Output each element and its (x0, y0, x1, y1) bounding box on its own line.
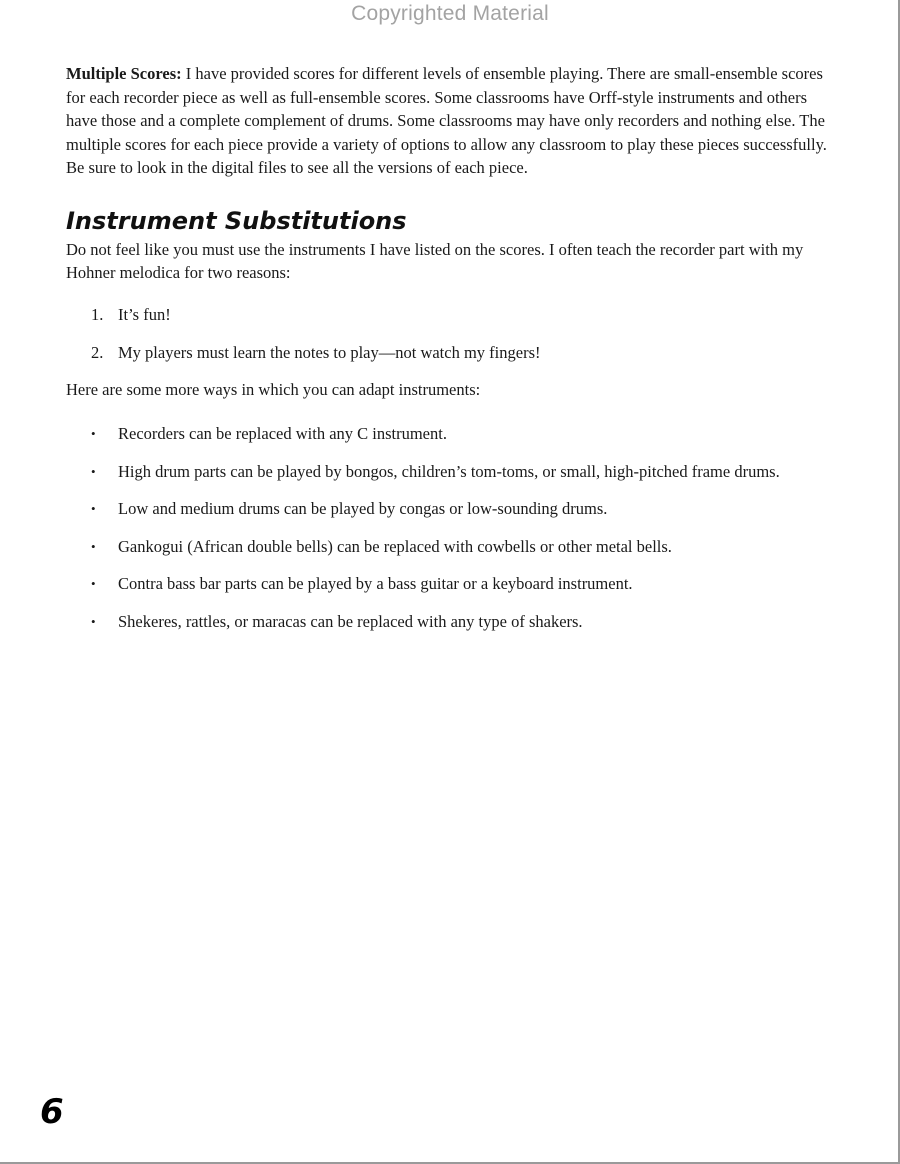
adaptation-text: Contra bass bar parts can be played by a bass guitar or a keyboard instrument. (118, 574, 633, 593)
adaptation-item (91, 573, 838, 596)
reason-number: 1. (91, 304, 104, 324)
bullet-icon: • (91, 576, 96, 591)
multiple-scores-text: I have provided scores for different levels of ensemble playing. There are small-ensemble scores for each recorder piece as well as full-ensemble scores. Some classrooms have Orff-style instruments and others have those and a complete complement of drums. Some classrooms may have only recorders and nothing else. The multiple scores for each piece provide a variety of options to allow any classroom to play these pieces successfully. Be sure to look in the digital files to see all the versions of each piece. (66, 64, 827, 177)
adaptation-item (91, 498, 838, 521)
bullet-icon: • (91, 463, 96, 479)
section-heading: Instrument Substitutions (66, 206, 407, 235)
adaptation-item (91, 423, 838, 446)
bullet-icon: • (91, 426, 96, 441)
bullet-icon: • (91, 538, 96, 554)
adaptation-item (91, 536, 838, 559)
adapt-intro: Here are some more ways in which you can adapt instruments: (66, 379, 481, 399)
adaptation-text: Low and medium drums can be played by congas or low-sounding drums. (118, 499, 608, 518)
adaptation-text: Gankogui (African double bells) can be replaced with cowbells or other metal bells. (118, 536, 672, 556)
adaptation-text: High drum parts can be played by bongos, children’s tom-toms, or small, high-pitched frame drums. (118, 461, 780, 481)
reason-item (91, 341, 838, 364)
page-content (66, 62, 838, 648)
reasons-list (66, 303, 838, 364)
bullet-icon: • (91, 613, 96, 629)
adaptation-text: Recorders can be replaced with any C instrument. (118, 424, 447, 443)
copyright-watermark: Copyrighted Material (351, 2, 549, 25)
page-number: 6 (40, 1092, 64, 1132)
adaptations-list (66, 423, 838, 633)
bullet-icon: • (91, 501, 96, 516)
adaptation-item (91, 611, 838, 634)
reason-item (91, 303, 838, 326)
reason-text: It’s fun! (118, 304, 171, 324)
multiple-scores-paragraph (66, 62, 838, 180)
multiple-scores-label: Multiple Scores: (66, 64, 182, 83)
reason-number: 2. (91, 342, 104, 362)
adaptation-text: Shekeres, rattles, or maracas can be replaced with any type of shakers. (118, 611, 583, 631)
reason-text: My players must learn the notes to play—not watch my fingers! (118, 342, 541, 362)
substitutions-intro: Do not feel like you must use the instruments I have listed on the scores. I often teach the recorder part with my Hohner melodica for two reasons: (66, 239, 804, 282)
adaptation-item (91, 461, 838, 484)
